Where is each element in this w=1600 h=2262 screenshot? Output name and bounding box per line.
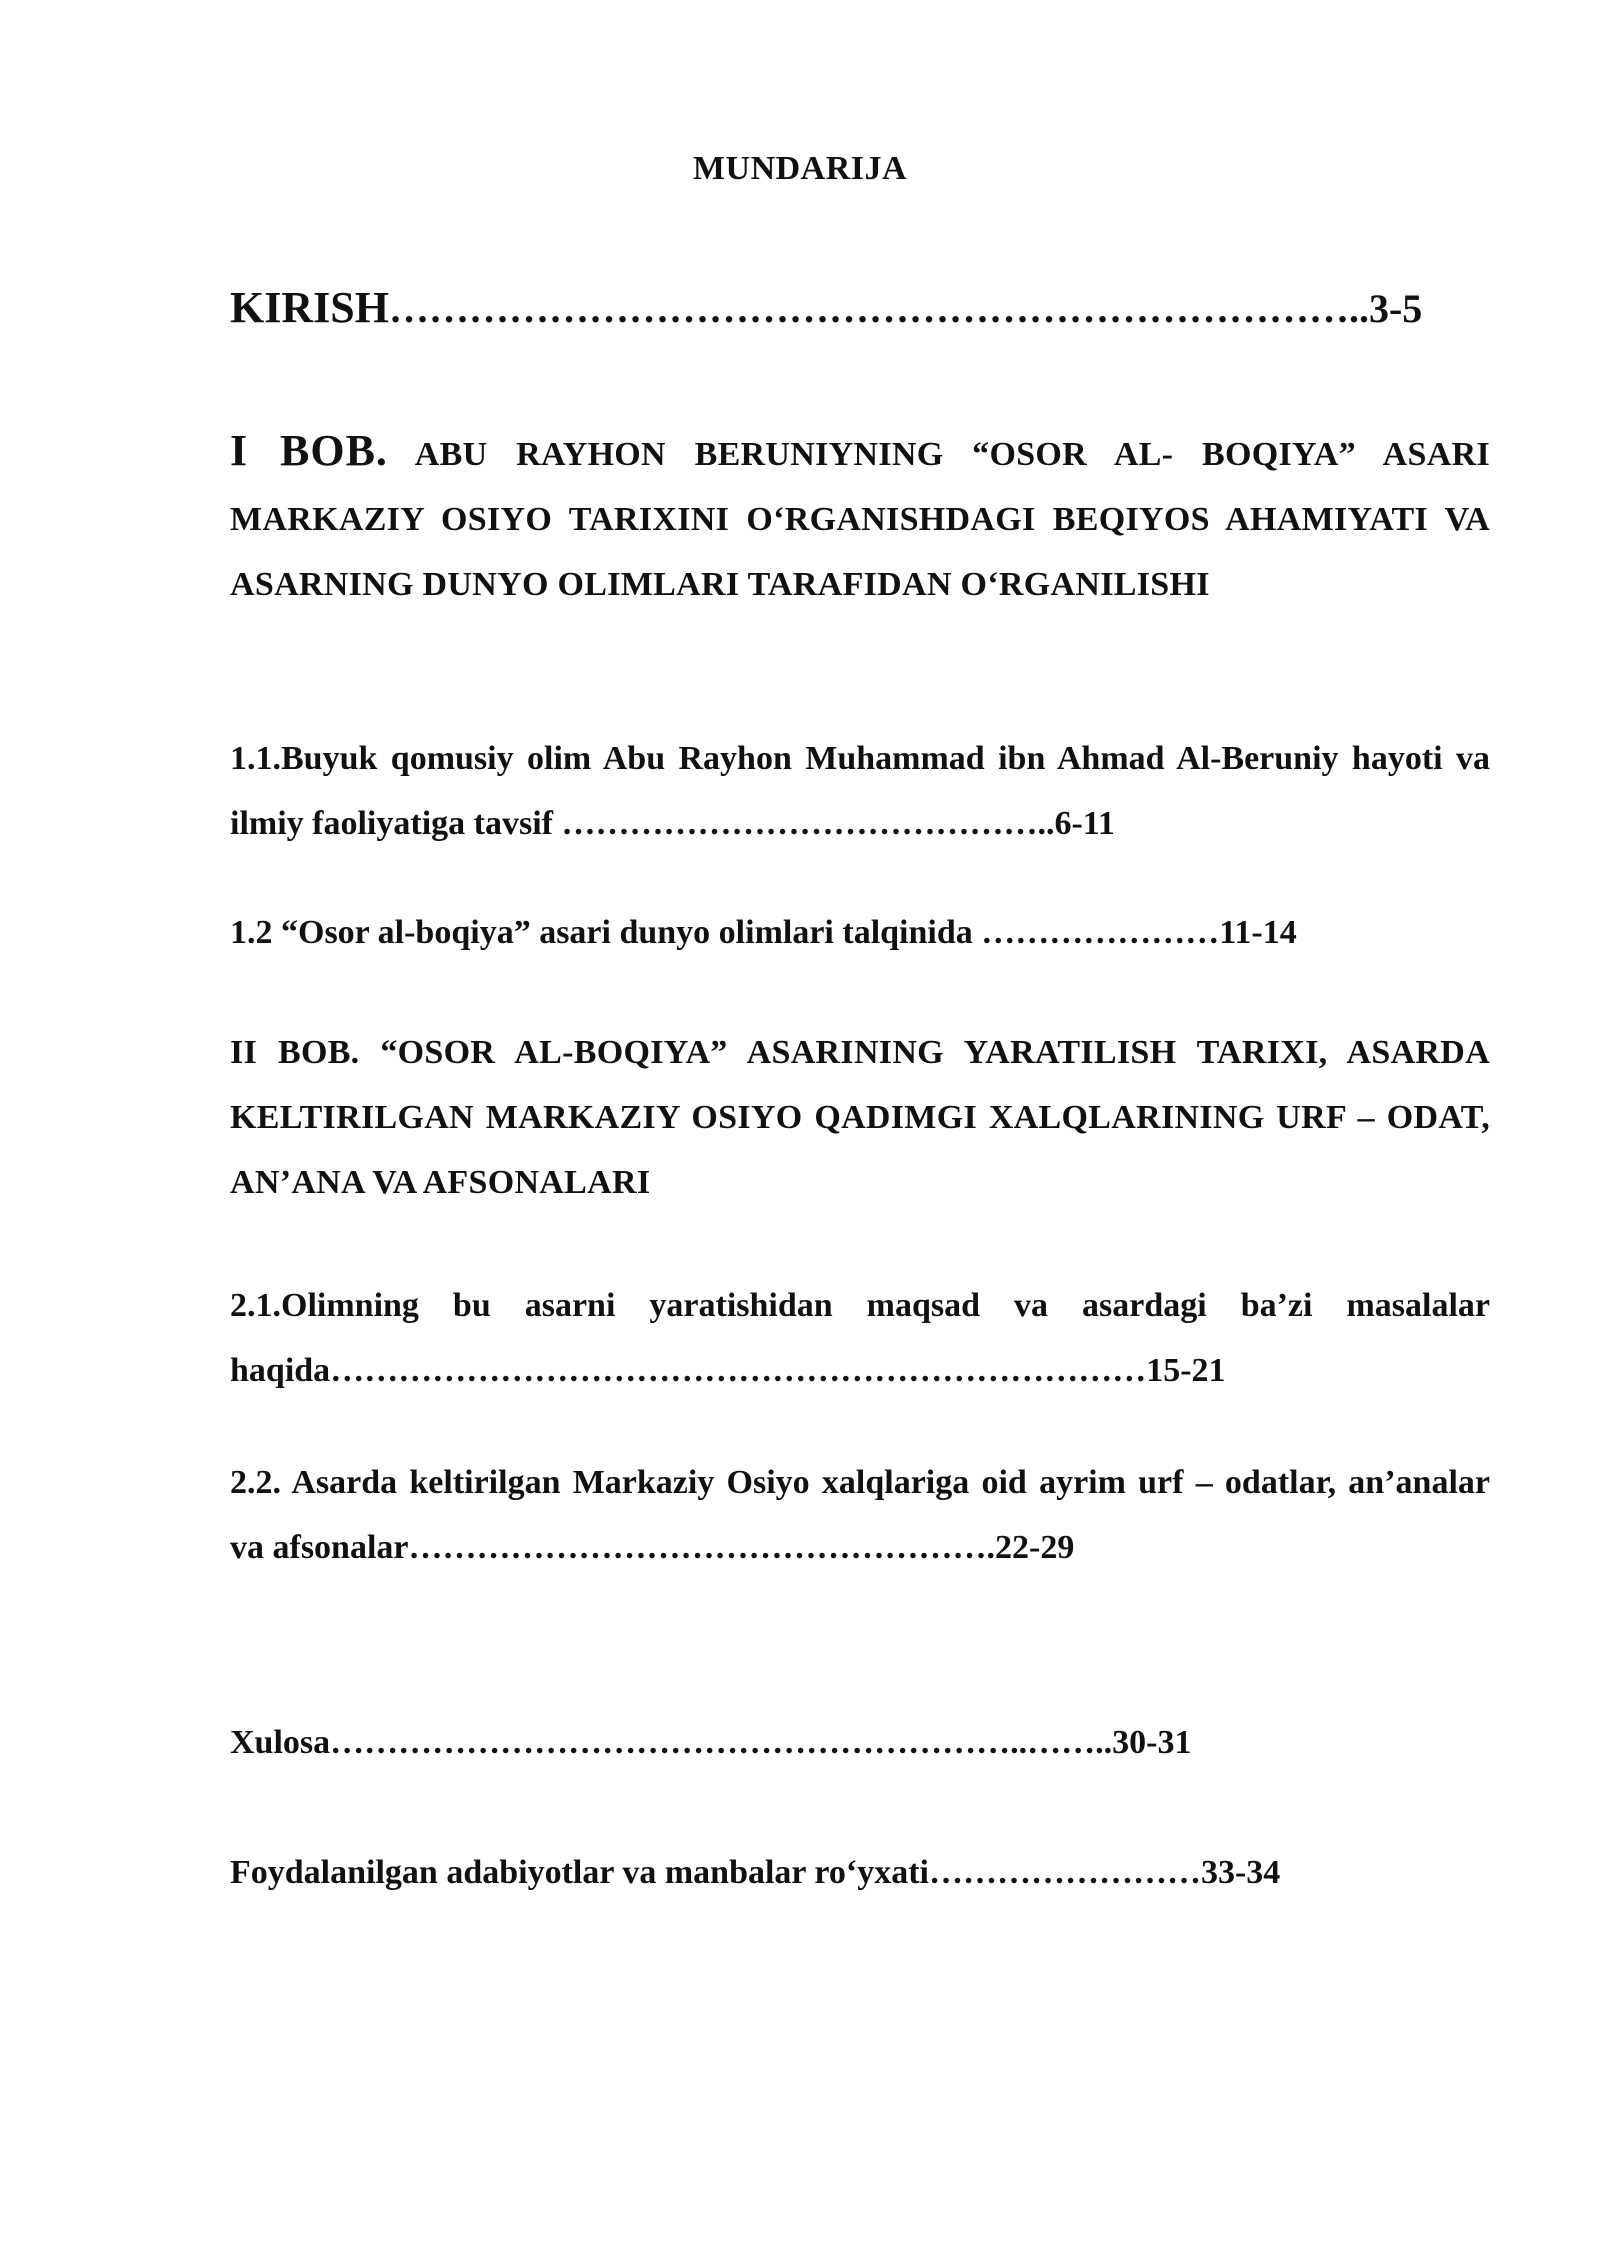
toc-leader-dots: ………………………………………………………………..	[388, 286, 1369, 331]
toc-leader-dots: ……………………	[928, 1854, 1201, 1891]
toc-section-1-2	[230, 900, 1490, 965]
chapter-title: ABU RAYHON BERUNIYNING “OSOR AL- BOQIYA” ASARI MARKAZIY OSIYO TARIXINI O‘RGANISHDAGI BEQIYOS AHAMIYATI VA ASARNING DUNYO OLIMLARI TARAFIDAN O‘RGANILISHI	[230, 436, 1490, 603]
toc-page-range: 33-34	[1200, 1854, 1281, 1891]
toc-page-range: 30-31	[1112, 1724, 1192, 1761]
toc-page-range: 15-21	[1146, 1352, 1226, 1389]
toc-entry-label: Xulosa	[230, 1724, 331, 1761]
toc-entry-kirish	[230, 278, 1490, 339]
toc-page-range: 22-29	[995, 1529, 1075, 1566]
toc-section-2-2	[230, 1450, 1490, 1580]
toc-leader-dots: …………………………………………….	[408, 1529, 995, 1566]
page-title: MUNDARIJA	[692, 150, 908, 187]
toc-entry-xulosa	[230, 1710, 1490, 1775]
chapter-title: II BOB. “OSOR AL-BOQIYA” ASARINING YARATILISH TARIXI, ASARDA KELTIRILGAN MARKAZIY OSIYO QADIMGI XALQLARINING URF – ODAT, AN’ANA VA AFSONALARI	[230, 1034, 1490, 1201]
toc-leader-dots: ……………………………………..	[561, 805, 1055, 842]
toc-section-1-1	[230, 726, 1490, 856]
toc-page-range: 11-14	[1219, 914, 1297, 951]
toc-leader-dots: ………………………………………………………………	[330, 1352, 1147, 1389]
toc-chapter-1	[230, 418, 1490, 617]
toc-section-2-1	[230, 1273, 1490, 1403]
section-title: 2.2. Asarda keltirilgan Markaziy Osiyo xalqlariga oid ayrim urf – odatlar, an’analar va afsonalar	[230, 1464, 1490, 1566]
toc-chapter-2	[230, 1020, 1490, 1215]
chapter-number: I BOB.	[230, 426, 388, 475]
toc-entry-references	[230, 1840, 1490, 1905]
toc-leader-dots: …………………	[981, 914, 1220, 951]
toc-entry-label: Foydalanilgan adabiyotlar va manbalar ro‘yxati	[230, 1854, 929, 1891]
section-title: 2.1.Olimning bu asarni yaratishidan maqsad va asardagi ba’zi masalalar haqida	[230, 1287, 1490, 1389]
toc-leader-dots: ……………………………………………………..……..	[330, 1724, 1113, 1761]
toc-page-range: 3-5	[1368, 286, 1423, 331]
toc-entry-label: KIRISH	[230, 283, 389, 332]
section-title: 1.1.Buyuk qomusiy olim Abu Rayhon Muhammad ibn Ahmad Al-Beruniy hayoti va ilmiy faoliyatiga tavsif	[230, 740, 1490, 842]
toc-page-range: 6-11	[1054, 805, 1115, 842]
section-title: 1.2 “Osor al-boqiya” asari dunyo olimlari talqinida	[230, 914, 982, 951]
